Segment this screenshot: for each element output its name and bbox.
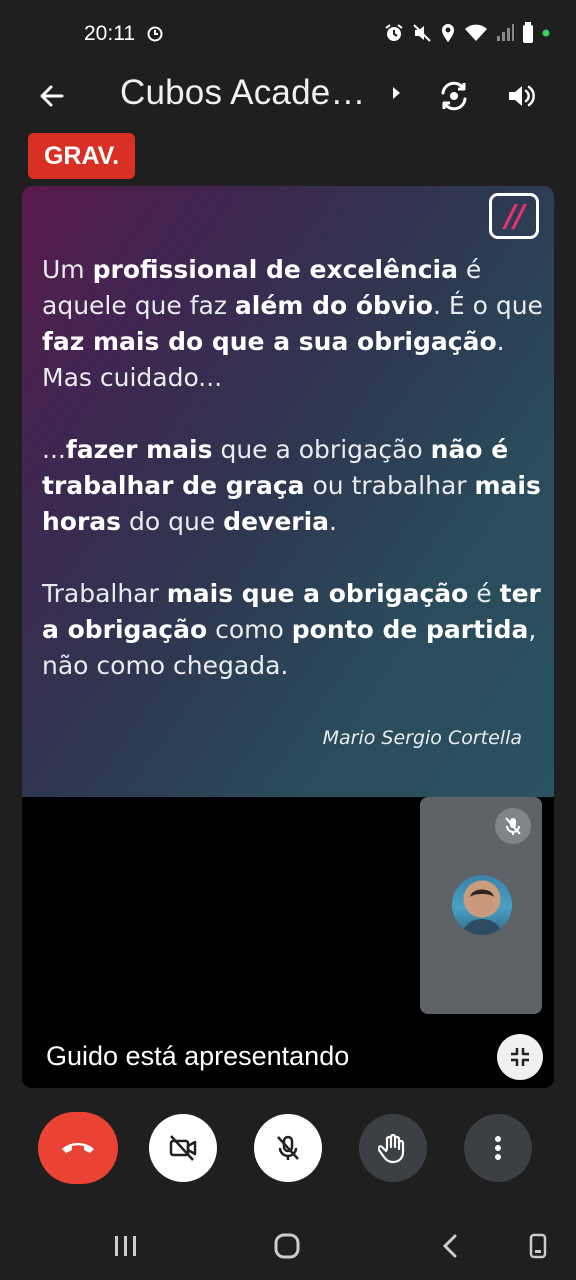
mic-off-icon	[273, 1133, 303, 1163]
signal-icon	[496, 24, 514, 42]
self-video-tile[interactable]	[420, 797, 542, 1014]
recording-badge: GRAV.	[28, 133, 135, 179]
quote-segment: Trabalhar	[42, 579, 167, 608]
quote-segment: ou trabalhar	[304, 471, 475, 500]
switch-camera-icon	[437, 79, 471, 113]
caret-right-icon[interactable]	[390, 84, 402, 107]
quote-segment: . É o que	[432, 291, 543, 320]
recent-apps-button[interactable]	[106, 1230, 146, 1262]
quote-segment: que a obrigação	[212, 435, 431, 464]
notification-dot-icon	[542, 29, 550, 37]
quote-emphasis: faz mais do que a sua obrigação	[42, 327, 497, 356]
battery-icon	[522, 22, 534, 44]
call-controls	[0, 1112, 576, 1188]
shared-screen-slide	[22, 186, 554, 797]
speaker-icon	[505, 81, 535, 111]
quote-emphasis: mais que a obrigação	[166, 579, 469, 608]
wifi-icon	[464, 24, 488, 42]
collapse-icon	[508, 1045, 532, 1069]
more-vert-icon	[494, 1135, 502, 1161]
phone-outline-icon	[528, 1233, 548, 1259]
home-icon	[273, 1233, 301, 1259]
microphone-toggle-button[interactable]	[254, 1114, 322, 1182]
home-button[interactable]	[267, 1230, 307, 1262]
more-options-button[interactable]	[464, 1114, 532, 1182]
mic-off-indicator	[495, 808, 531, 844]
quote-emphasis: fazer mais	[65, 435, 213, 464]
alarm-icon	[384, 23, 404, 43]
quote-emphasis: além do óbvio	[234, 291, 433, 320]
hang-up-icon	[60, 1138, 96, 1158]
arrow-left-icon	[38, 82, 66, 110]
avatar	[452, 875, 512, 935]
raise-hand-button[interactable]	[359, 1114, 427, 1182]
mic-off-icon	[502, 815, 524, 837]
audio-output-button[interactable]	[498, 74, 542, 118]
sync-icon	[146, 25, 164, 48]
quote-emphasis: mais horas	[42, 471, 541, 536]
quote-emphasis: profissional de excelência	[92, 255, 458, 284]
back-nav-button[interactable]	[430, 1230, 470, 1262]
quote-segment: do que	[121, 507, 224, 536]
quote-segment: . Mas cuidado...	[42, 327, 505, 392]
quote-emphasis: ponto de partida	[291, 615, 529, 644]
quote-paragraph	[42, 576, 554, 684]
raise-hand-icon	[378, 1132, 408, 1164]
meeting-title[interactable]: Cubos Acade…	[120, 73, 366, 112]
camera-off-icon	[167, 1132, 199, 1164]
quote-author: Mario Sergio Cortella	[322, 727, 522, 749]
switch-camera-button[interactable]	[432, 74, 476, 118]
quote-emphasis: ter a obrigação	[42, 579, 541, 644]
quote-text	[42, 252, 554, 720]
quote-segment: é aquele que faz	[42, 255, 482, 320]
recent-apps-icon	[113, 1234, 139, 1258]
presenting-label: Guido está apresentando	[46, 1041, 350, 1071]
quote-paragraph	[42, 252, 554, 396]
quote-segment: ...	[42, 435, 66, 464]
location-icon	[440, 23, 456, 43]
presentation-stage	[22, 186, 554, 1088]
quote-segment: é	[468, 579, 500, 608]
system-nav-bar	[0, 1212, 576, 1280]
camera-toggle-button[interactable]	[149, 1114, 217, 1182]
quote-emphasis: não é trabalhar de graça	[42, 435, 509, 500]
quote-paragraph	[42, 432, 554, 540]
quote-segment: .	[329, 507, 337, 536]
screen-toggle-button[interactable]	[518, 1230, 558, 1262]
status-time: 20:11	[84, 22, 135, 45]
slide-logo-text: //	[505, 198, 523, 234]
slide-logo	[489, 193, 539, 239]
back-button[interactable]	[30, 74, 74, 118]
meeting-top-bar	[0, 56, 576, 134]
status-bar	[0, 0, 576, 56]
silent-icon	[412, 23, 432, 43]
quote-emphasis: deveria	[223, 507, 330, 536]
quote-segment: Um	[42, 255, 93, 284]
end-call-button[interactable]	[38, 1112, 118, 1184]
back-chevron-icon	[441, 1233, 459, 1259]
minimize-presentation-button[interactable]	[497, 1034, 543, 1080]
quote-segment: como	[207, 615, 292, 644]
quote-segment: , não como chegada.	[42, 615, 537, 680]
